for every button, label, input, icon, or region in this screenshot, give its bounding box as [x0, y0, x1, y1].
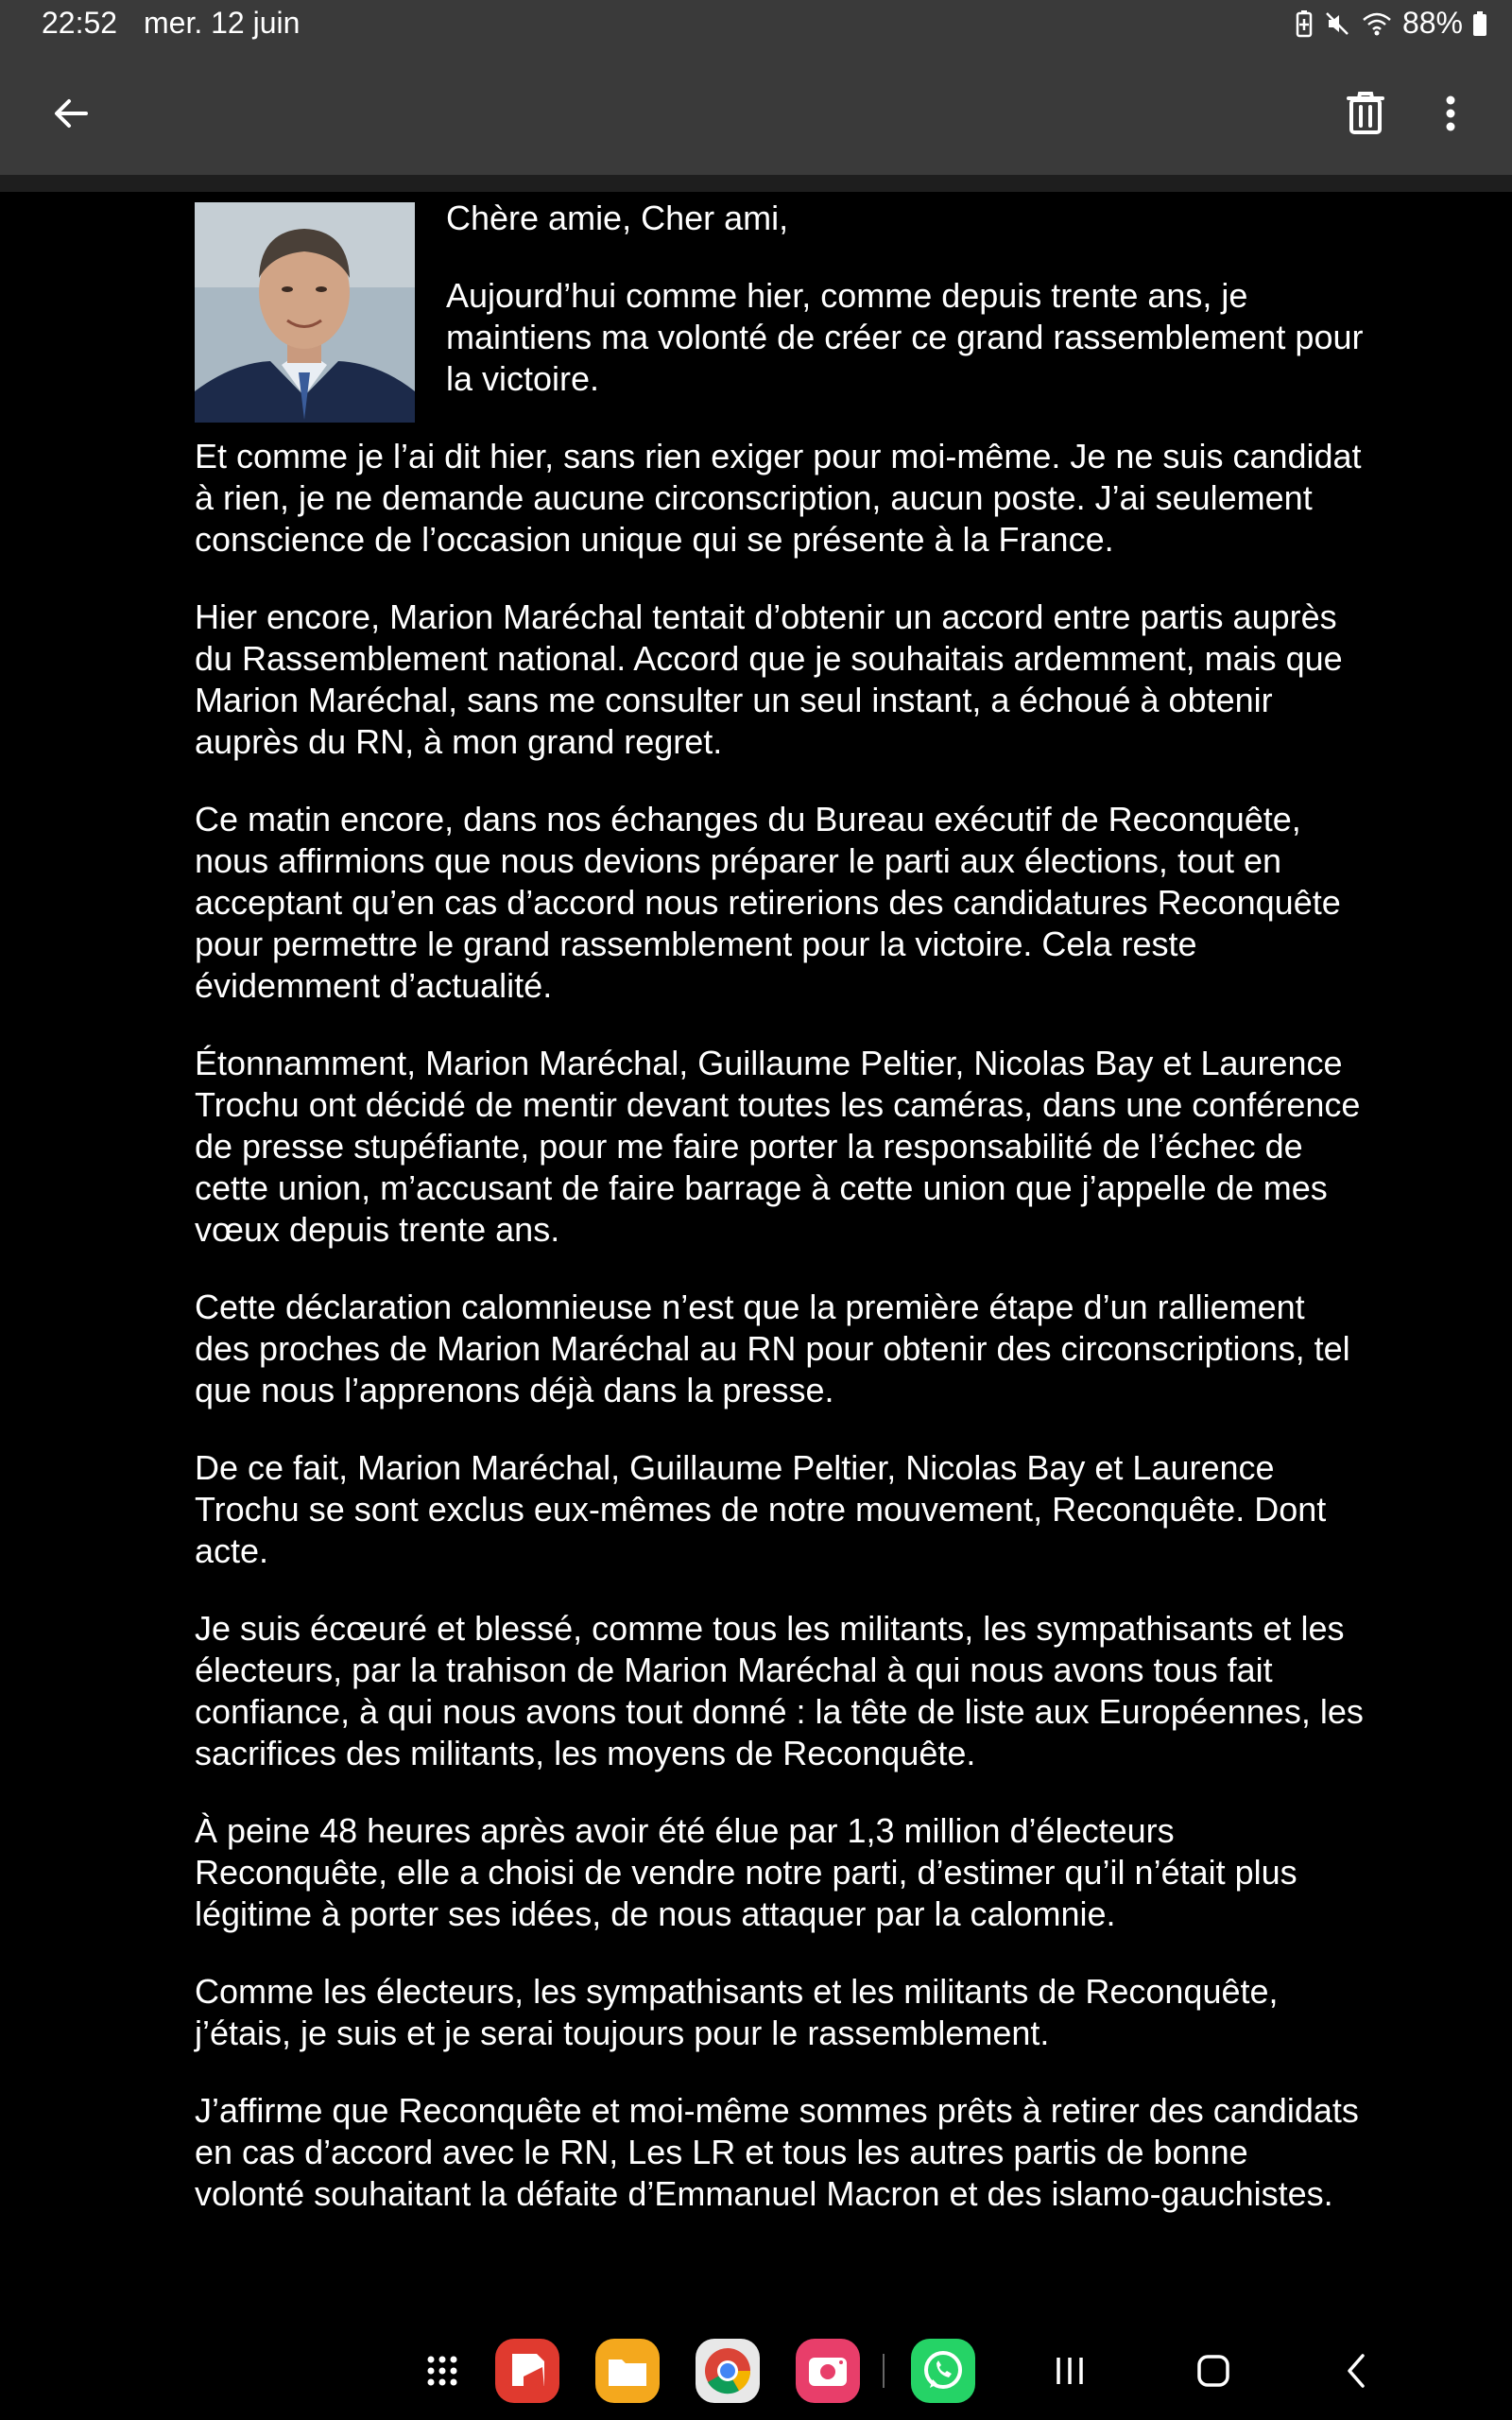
wifi-icon [1361, 9, 1393, 38]
more-options-button[interactable] [1418, 85, 1484, 142]
status-bar [0, 0, 1512, 47]
portrait-image [195, 202, 415, 423]
paragraph-1: Aujourd’hui comme hier, comme depuis trente ans, je maintiens ma volonté de créer ce grand rassemblement pour la victoire. [446, 276, 1364, 398]
recents-icon [1051, 2352, 1089, 2390]
email-body [195, 192, 1366, 2251]
arrow-left-icon [52, 95, 90, 132]
more-vertical-icon [1445, 95, 1456, 132]
paragraph-7: De ce fait, Marion Maréchal, Guillaume Peltier, Nicolas Bay et Laurence Trochu se sont exclus eux-mêmes de notre mouvement, Reconquête. Dont acte. [195, 1448, 1327, 1570]
apps-grid-button[interactable] [408, 2337, 476, 2405]
greeting: Chère amie, Cher ami, [446, 199, 789, 237]
files-app-icon [595, 2339, 660, 2403]
whatsapp-app-icon [911, 2339, 975, 2403]
navigation-bar [0, 2322, 1512, 2420]
paragraph-4: Ce matin encore, dans nos échanges du Bureau exécutif de Reconquête, nous affirmions que nous devions préparer le parti aux élections, tout en acceptant qu’en cas d’accord nous retirerions des candidatures Reconquête pour permettre le grand rassemblement pour la victoire. Cela reste évidemment d’actualité. [195, 800, 1341, 1005]
sender-photo [195, 202, 415, 423]
app-bar [0, 47, 1512, 175]
apps-grid-icon [423, 2352, 461, 2390]
status-icons [1295, 6, 1487, 41]
status-time: 22:52 [42, 6, 118, 40]
chrome-app-icon [696, 2339, 760, 2403]
taskbar-divider [883, 2354, 885, 2388]
chrome-app-button[interactable] [694, 2337, 762, 2405]
paragraph-5: Étonnamment, Marion Maréchal, Guillaume Peltier, Nicolas Bay et Laurence Trochu ont décidé de mentir devant toutes les caméras, dans une conférence de presse stupéfiante, pour me faire porter la responsabilité de l’échec de cette union, m’accusant de faire barrage à cette union que j’appelle de mes vœux depuis trente ans. [195, 1044, 1361, 1249]
notes-app-icon [495, 2339, 559, 2403]
files-app-button[interactable] [593, 2337, 662, 2405]
mute-icon [1323, 9, 1351, 38]
recents-button[interactable] [1036, 2337, 1104, 2405]
paragraph-2: Et comme je l’ai dit hier, sans rien exiger pour moi-même. Je ne suis candidat à rien, je ne demande aucune circonscription, aucun poste. J’ai seulement conscience de l’occasion unique qui se présente à la France. [195, 437, 1362, 559]
delete-button[interactable] [1332, 85, 1399, 142]
system-back-button[interactable] [1323, 2337, 1391, 2405]
battery-icon [1472, 10, 1487, 37]
paragraph-9: À peine 48 heures après avoir été élue par 1,3 million d’électeurs Reconquête, elle a choisi de vendre notre parti, d’estimer qu’il n’était plus légitime à porter ses idées, de nous attaquer par la calomnie. [195, 1811, 1297, 1933]
camera-app-button[interactable] [794, 2337, 862, 2405]
notes-app-button[interactable] [493, 2337, 561, 2405]
app-bar-divider [0, 175, 1512, 192]
battery-saver-icon [1295, 9, 1314, 38]
paragraph-8: Je suis écœuré et blessé, comme tous les militants, les sympathisants et les électeurs, par la trahison de Marion Maréchal à qui nous avons tous fait confiance, à qui nous avons tout donné : la tête de liste aux Européennes, les sacrifices des militants, les moyens de Reconquête. [195, 1609, 1364, 1772]
whatsapp-app-button[interactable] [909, 2337, 977, 2405]
status-date: mer. 12 juin [144, 6, 301, 40]
trash-icon [1345, 91, 1386, 136]
home-button[interactable] [1179, 2337, 1247, 2405]
back-button[interactable] [38, 85, 104, 142]
paragraph-10: Comme les électeurs, les sympathisants et les militants de Reconquête, j’étais, je suis et je serai toujours pour le rassemblement. [195, 1972, 1279, 2052]
back-chevron-icon [1338, 2352, 1376, 2390]
paragraph-11: J’affirme que Reconquête et moi-même sommes prêts à retirer des candidats en cas d’accord avec le RN, Les LR et tous les autres partis de bonne volonté souhaitant la défaite d’Emmanuel Macron et des islamo-gauchistes. [195, 2091, 1359, 2213]
camera-app-icon [796, 2339, 860, 2403]
paragraph-3: Hier encore, Marion Maréchal tentait d’obtenir un accord entre partis auprès du Rassemblement national. Accord que je souhaitais ardemment, mais que Marion Maréchal, sans me consulter un seul instant, a échoué à obtenir auprès du RN, à mon grand regret. [195, 597, 1343, 761]
home-icon [1194, 2352, 1232, 2390]
paragraph-6: Cette déclaration calomnieuse n’est que la première étape d’un ralliement des proches de Marion Maréchal au RN pour obtenir des circonscriptions, tel que nous l’apprenons déjà dans la presse. [195, 1288, 1350, 1409]
battery-percent: 88% [1401, 6, 1463, 40]
